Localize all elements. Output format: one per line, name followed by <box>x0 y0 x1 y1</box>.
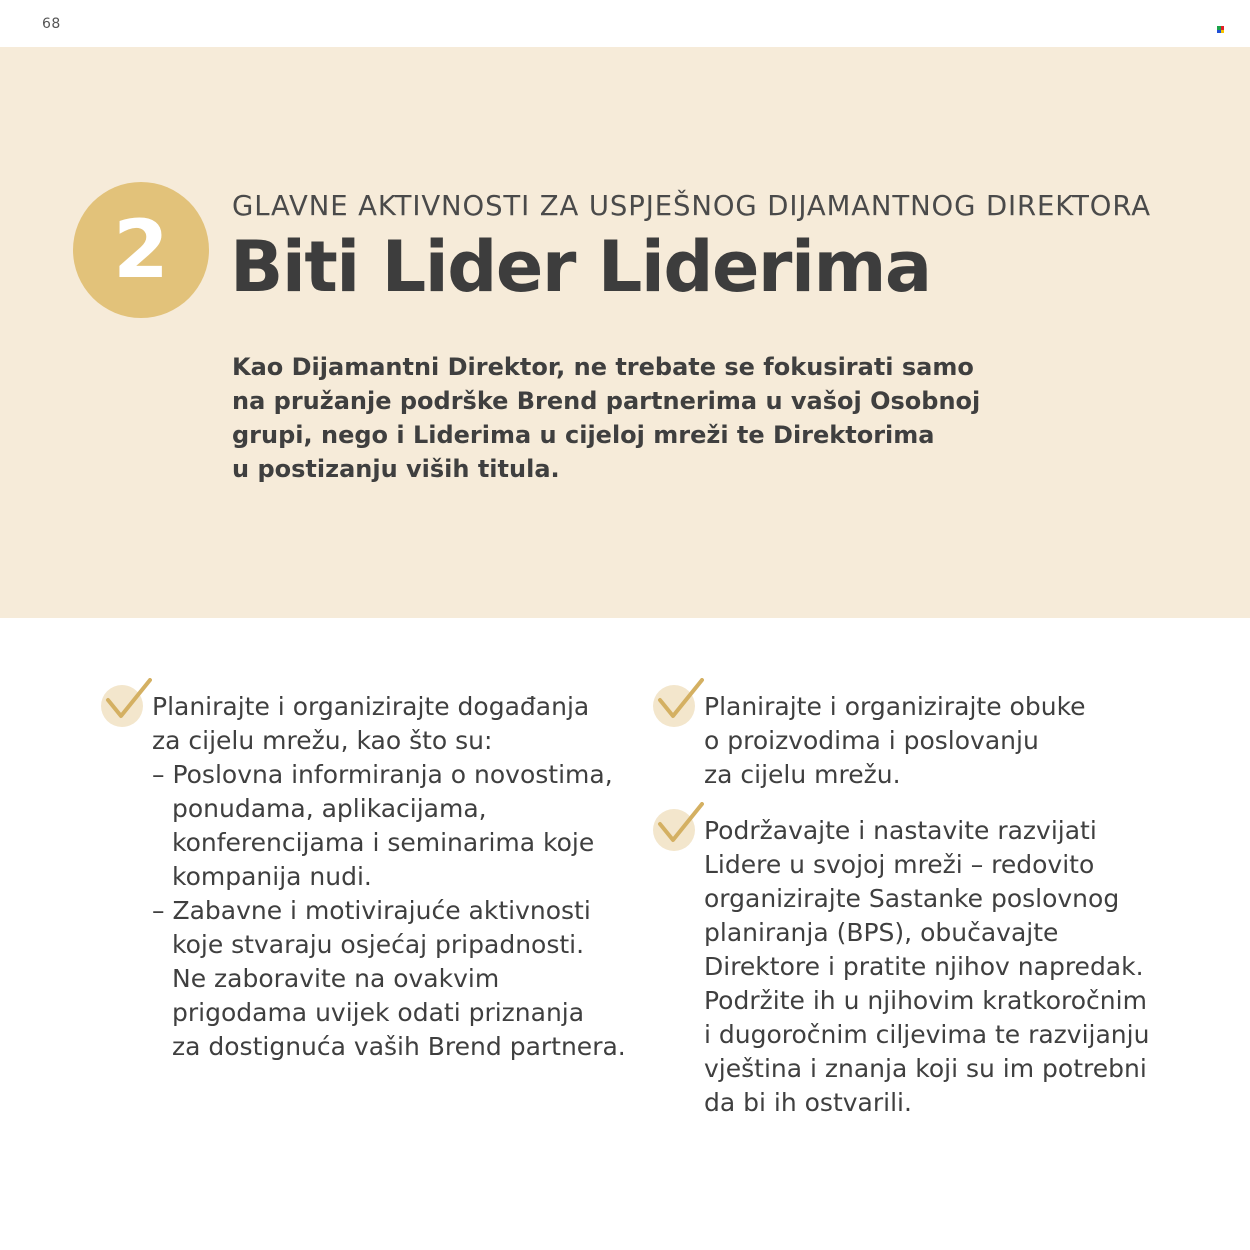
item-text-line: Planirajte i organizirajte događanja <box>152 692 590 721</box>
right-column <box>652 690 1212 1120</box>
sub-item-text-line: prigodama uvijek odati priznanja <box>172 998 585 1027</box>
section-kicker: GLAVNE AKTIVNOSTI ZA USPJEŠNOG DIJAMANTNOG DIREKTORA <box>232 190 1151 222</box>
sub-item-text-line: Ne zaboravite na ovakvim <box>172 964 500 993</box>
item-text-line: Planirajte i organizirajte obuke <box>704 692 1086 721</box>
list-item <box>100 690 626 1064</box>
item-text-line: Podržavajte i nastavite razvijati <box>704 816 1097 845</box>
item-text-line: i dugoročnim ciljevima te razvijanju <box>704 1020 1150 1049</box>
item-text-line: za cijelu mrežu. <box>704 760 901 789</box>
sub-item-text-line: koje stvaraju osjećaj pripadnosti. <box>172 930 585 959</box>
check-icon <box>100 678 152 730</box>
page-number: 68 <box>42 16 61 32</box>
list-item <box>652 690 1212 792</box>
intro-line: u postizanju viših titula. <box>232 455 560 483</box>
item-text-line: da bi ih ostvarili. <box>704 1088 912 1117</box>
color-registration-mark-icon <box>1217 26 1224 33</box>
hero-section <box>0 47 1250 618</box>
check-icon <box>652 802 704 854</box>
item-text-line: Podržite ih u njihovim kratkoročnim <box>704 986 1147 1015</box>
intro-line: Kao Dijamantni Direktor, ne trebate se fokusirati samo <box>232 353 974 381</box>
check-icon <box>652 678 704 730</box>
list-item <box>652 814 1212 1120</box>
sub-item-text-line: kompanija nudi. <box>172 862 372 891</box>
intro-line: grupi, nego i Liderima u cijeloj mreži te Direktorima <box>232 421 935 449</box>
sub-item-text-line: konferencijama i seminarima koje <box>172 828 595 857</box>
item-text-line: za cijelu mrežu, kao što su: <box>152 726 493 755</box>
sub-item-text-line: – Zabavne i motivirajuće aktivnosti <box>152 896 591 925</box>
sub-item-text-line: – Poslovna informiranja o novostima, <box>152 760 613 789</box>
intro-paragraph <box>232 350 981 486</box>
item-text-line: Lidere u svojoj mreži – redovito <box>704 850 1095 879</box>
sub-item-text-line: ponudama, aplikacijama, <box>172 794 487 823</box>
page-title: Biti Lider Liderima <box>230 226 931 308</box>
intro-line: na pružanje podrške Brend partnerima u vašoj Osobnoj <box>232 387 981 415</box>
item-text-line: organizirajte Sastanke poslovnog <box>704 884 1120 913</box>
item-text-line: Direktore i pratite njihov napredak. <box>704 952 1144 981</box>
item-text-line: o proizvodima i poslovanju <box>704 726 1039 755</box>
item-text-line: vještina i znanja koji su im potrebni <box>704 1054 1147 1083</box>
section-number-badge: 2 <box>73 182 209 318</box>
item-text-line: planiranja (BPS), obučavajte <box>704 918 1059 947</box>
sub-item-text-line: za dostignuća vaših Brend partnera. <box>172 1032 626 1061</box>
left-column <box>100 690 626 1064</box>
